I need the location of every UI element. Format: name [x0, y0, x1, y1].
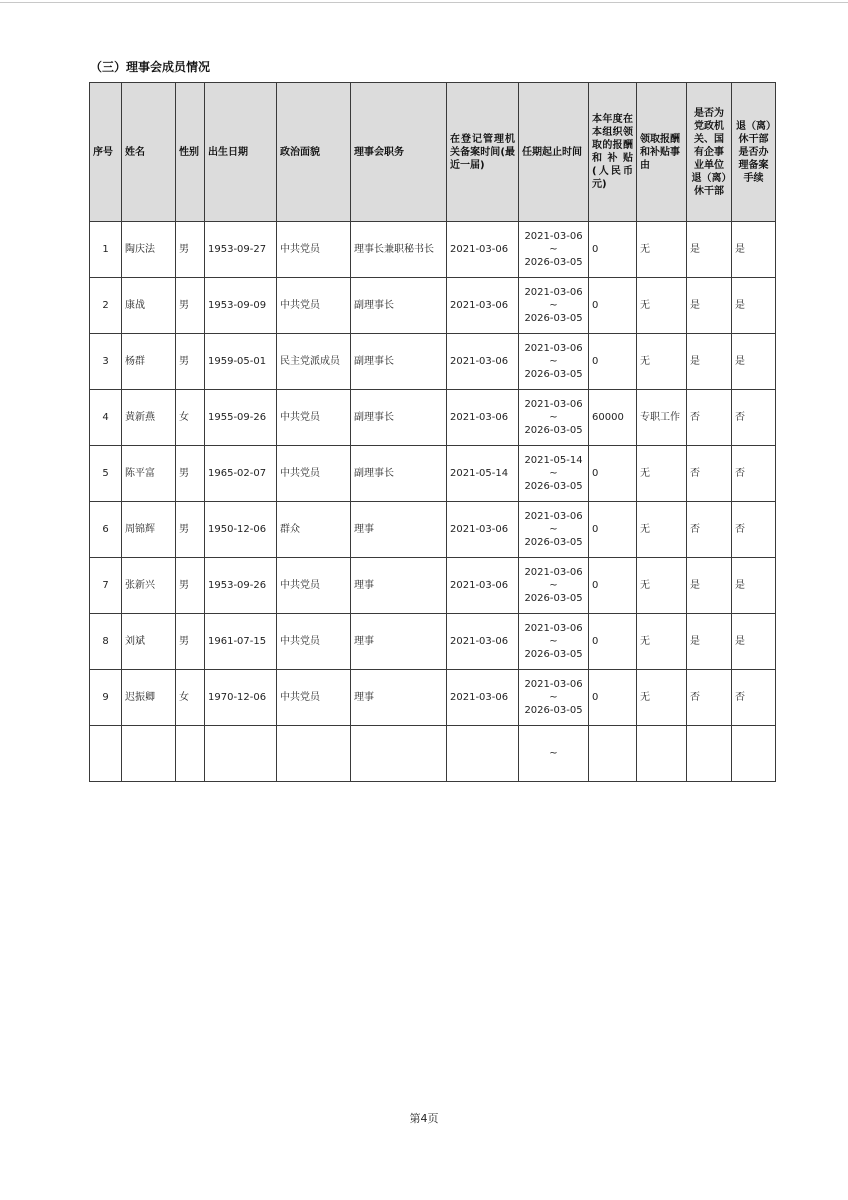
cell-reason: 无 [637, 222, 687, 278]
cell-retired-filing: 否 [732, 502, 776, 558]
cell-seq: 8 [90, 614, 122, 670]
term-end: 2026-03-05 [524, 537, 583, 548]
cell-filing-time: 2021-03-06 [447, 390, 519, 446]
cell-is-retired: 是 [687, 222, 732, 278]
cell-political: 中共党员 [277, 222, 351, 278]
cell-term [519, 222, 589, 278]
cell-is-retired: 是 [687, 614, 732, 670]
cell-filing-time: 2021-03-06 [447, 502, 519, 558]
cell-position: 理事 [351, 558, 447, 614]
cell-retired-filing: 否 [732, 670, 776, 726]
cell-seq: 4 [90, 390, 122, 446]
term-end: 2026-03-05 [524, 425, 583, 436]
cell-remuneration: 0 [589, 278, 637, 334]
cell-retired-filing: 是 [732, 222, 776, 278]
table-row [90, 446, 776, 502]
cell-filing-time: 2021-05-14 [447, 446, 519, 502]
header-is-retired: 是否为党政机关、国有企事业单位退（离）休干部 [687, 83, 732, 222]
cell-term [519, 502, 589, 558]
cell-remuneration: 60000 [589, 390, 637, 446]
cell-is-retired: 是 [687, 278, 732, 334]
cell-remuneration: 0 [589, 502, 637, 558]
cell-name: 刘斌 [122, 614, 176, 670]
term-end: 2026-03-05 [524, 705, 583, 716]
cell-birth: 1970-12-06 [205, 670, 277, 726]
term-start: 2021-05-14 [524, 455, 583, 466]
table-row [90, 614, 776, 670]
cell-reason: 无 [637, 446, 687, 502]
term-end: 2026-03-05 [524, 649, 583, 660]
cell-birth: 1959-05-01 [205, 334, 277, 390]
cell-position: 副理事长 [351, 334, 447, 390]
term-start: 2021-03-06 [524, 567, 583, 578]
cell-gender: 男 [176, 558, 205, 614]
header-gender: 性别 [176, 83, 205, 222]
table-row [90, 670, 776, 726]
header-filing-time: 在登记管理机关备案时间(最近一届) [447, 83, 519, 222]
cell-retired-filing: 否 [732, 446, 776, 502]
cell-position: 理事 [351, 614, 447, 670]
term-sep: ~ [549, 244, 558, 255]
cell-term [519, 558, 589, 614]
header-name: 姓名 [122, 83, 176, 222]
term-sep: ~ [549, 524, 558, 535]
section-title: （三）理事会成员情况 [90, 60, 211, 74]
cell-political: 中共党员 [277, 614, 351, 670]
cell-seq: 3 [90, 334, 122, 390]
cell-retired-filing: 是 [732, 558, 776, 614]
cell-filing-time: 2021-03-06 [447, 334, 519, 390]
cell-birth: 1961-07-15 [205, 614, 277, 670]
cell-seq: 7 [90, 558, 122, 614]
table-row [90, 502, 776, 558]
cell-filing-time: 2021-03-06 [447, 614, 519, 670]
cell-term [519, 670, 589, 726]
table-row [90, 726, 776, 782]
cell-name: 迟振卿 [122, 670, 176, 726]
header-birth: 出生日期 [205, 83, 277, 222]
header-seq: 序号 [90, 83, 122, 222]
cell-remuneration: 0 [589, 670, 637, 726]
cell-gender: 男 [176, 278, 205, 334]
cell-political: 民主党派成员 [277, 334, 351, 390]
cell-retired-filing: 是 [732, 334, 776, 390]
cell-name: 陈平富 [122, 446, 176, 502]
term-sep: ~ [549, 356, 558, 367]
cell-is-retired: 否 [687, 502, 732, 558]
table-row [90, 222, 776, 278]
cell-political: 中共党员 [277, 558, 351, 614]
table-row [90, 558, 776, 614]
cell-is-retired: 是 [687, 334, 732, 390]
table-row [90, 334, 776, 390]
term-start: 2021-03-06 [524, 511, 583, 522]
cell-political: 群众 [277, 502, 351, 558]
cell-birth: 1950-12-06 [205, 502, 277, 558]
cell-birth: 1965-02-07 [205, 446, 277, 502]
cell-reason: 专职工作 [637, 390, 687, 446]
cell-term [519, 390, 589, 446]
term-sep: ~ [549, 412, 558, 423]
term-end: 2026-03-05 [524, 313, 583, 324]
cell-filing-time: 2021-03-06 [447, 222, 519, 278]
cell-filing-time: 2021-03-06 [447, 670, 519, 726]
cell-remuneration: 0 [589, 558, 637, 614]
cell-remuneration: 0 [589, 614, 637, 670]
cell-gender: 男 [176, 502, 205, 558]
page-number: 第4页 [409, 1112, 439, 1125]
cell-birth: 1953-09-26 [205, 558, 277, 614]
cell-retired-filing: 否 [732, 390, 776, 446]
cell-gender: 男 [176, 446, 205, 502]
term-start: 2021-03-06 [524, 343, 583, 354]
cell-remuneration: 0 [589, 334, 637, 390]
cell-term [519, 726, 589, 782]
cell-is-retired: 否 [687, 670, 732, 726]
header-retired-filing: 退（离）休干部是否办理备案手续 [732, 83, 776, 222]
term-start: 2021-03-06 [524, 679, 583, 690]
term-end: 2026-03-05 [524, 593, 583, 604]
cell-birth: 1953-09-09 [205, 278, 277, 334]
table-row [90, 390, 776, 446]
cell-name: 张新兴 [122, 558, 176, 614]
term-sep: ~ [549, 692, 558, 703]
cell-is-retired [687, 726, 732, 782]
header-term: 任期起止时间 [519, 83, 589, 222]
cell-birth: 1953-09-27 [205, 222, 277, 278]
cell-is-retired: 是 [687, 558, 732, 614]
cell-reason: 无 [637, 278, 687, 334]
term-start: 2021-03-06 [524, 287, 583, 298]
term-sep: ~ [549, 636, 558, 647]
cell-gender: 女 [176, 670, 205, 726]
term-start: 2021-03-06 [524, 623, 583, 634]
cell-retired-filing: 是 [732, 614, 776, 670]
board-members-table [89, 82, 776, 782]
term-sep: ~ [549, 580, 558, 591]
term-sep: ~ [549, 468, 558, 479]
cell-remuneration [589, 726, 637, 782]
term-start: 2021-03-06 [524, 231, 583, 242]
cell-reason: 无 [637, 334, 687, 390]
cell-name [122, 726, 176, 782]
cell-seq: 2 [90, 278, 122, 334]
cell-is-retired: 否 [687, 446, 732, 502]
cell-position: 理事长兼职秘书长 [351, 222, 447, 278]
cell-political: 中共党员 [277, 278, 351, 334]
term-end: 2026-03-05 [524, 369, 583, 380]
cell-seq: 5 [90, 446, 122, 502]
cell-name: 康战 [122, 278, 176, 334]
cell-gender: 男 [176, 334, 205, 390]
cell-position: 理事 [351, 502, 447, 558]
cell-remuneration: 0 [589, 222, 637, 278]
cell-term [519, 278, 589, 334]
term-end: 2026-03-05 [524, 481, 583, 492]
cell-reason: 无 [637, 614, 687, 670]
cell-gender [176, 726, 205, 782]
cell-position: 副理事长 [351, 278, 447, 334]
cell-reason [637, 726, 687, 782]
header-remuneration: 本年度在本组织领取的报酬和补贴(人民币元) [589, 83, 637, 222]
header-position: 理事会职务 [351, 83, 447, 222]
cell-political: 中共党员 [277, 390, 351, 446]
cell-term [519, 334, 589, 390]
cell-political [277, 726, 351, 782]
cell-reason: 无 [637, 502, 687, 558]
cell-remuneration: 0 [589, 446, 637, 502]
header-political: 政治面貌 [277, 83, 351, 222]
cell-birth [205, 726, 277, 782]
cell-filing-time [447, 726, 519, 782]
cell-gender: 男 [176, 614, 205, 670]
cell-position: 副理事长 [351, 390, 447, 446]
cell-seq: 9 [90, 670, 122, 726]
cell-term [519, 614, 589, 670]
cell-seq: 6 [90, 502, 122, 558]
cell-position: 副理事长 [351, 446, 447, 502]
cell-political: 中共党员 [277, 446, 351, 502]
cell-political: 中共党员 [277, 670, 351, 726]
cell-gender: 女 [176, 390, 205, 446]
header-row [90, 83, 776, 222]
cell-retired-filing [732, 726, 776, 782]
cell-position: 理事 [351, 670, 447, 726]
cell-reason: 无 [637, 670, 687, 726]
top-rule [0, 2, 848, 3]
cell-is-retired: 否 [687, 390, 732, 446]
cell-seq [90, 726, 122, 782]
cell-retired-filing: 是 [732, 278, 776, 334]
cell-gender: 男 [176, 222, 205, 278]
cell-term [519, 446, 589, 502]
term-start: 2021-03-06 [524, 399, 583, 410]
term-sep: ~ [549, 748, 558, 759]
term-end: 2026-03-05 [524, 257, 583, 268]
cell-name: 陶庆法 [122, 222, 176, 278]
cell-name: 杨群 [122, 334, 176, 390]
cell-birth: 1955-09-26 [205, 390, 277, 446]
cell-filing-time: 2021-03-06 [447, 278, 519, 334]
cell-seq: 1 [90, 222, 122, 278]
term-sep: ~ [549, 300, 558, 311]
cell-name: 周锦辉 [122, 502, 176, 558]
cell-filing-time: 2021-03-06 [447, 558, 519, 614]
cell-name: 黄新燕 [122, 390, 176, 446]
cell-reason: 无 [637, 558, 687, 614]
header-reason: 领取报酬和补贴事由 [637, 83, 687, 222]
table-row [90, 278, 776, 334]
cell-position [351, 726, 447, 782]
